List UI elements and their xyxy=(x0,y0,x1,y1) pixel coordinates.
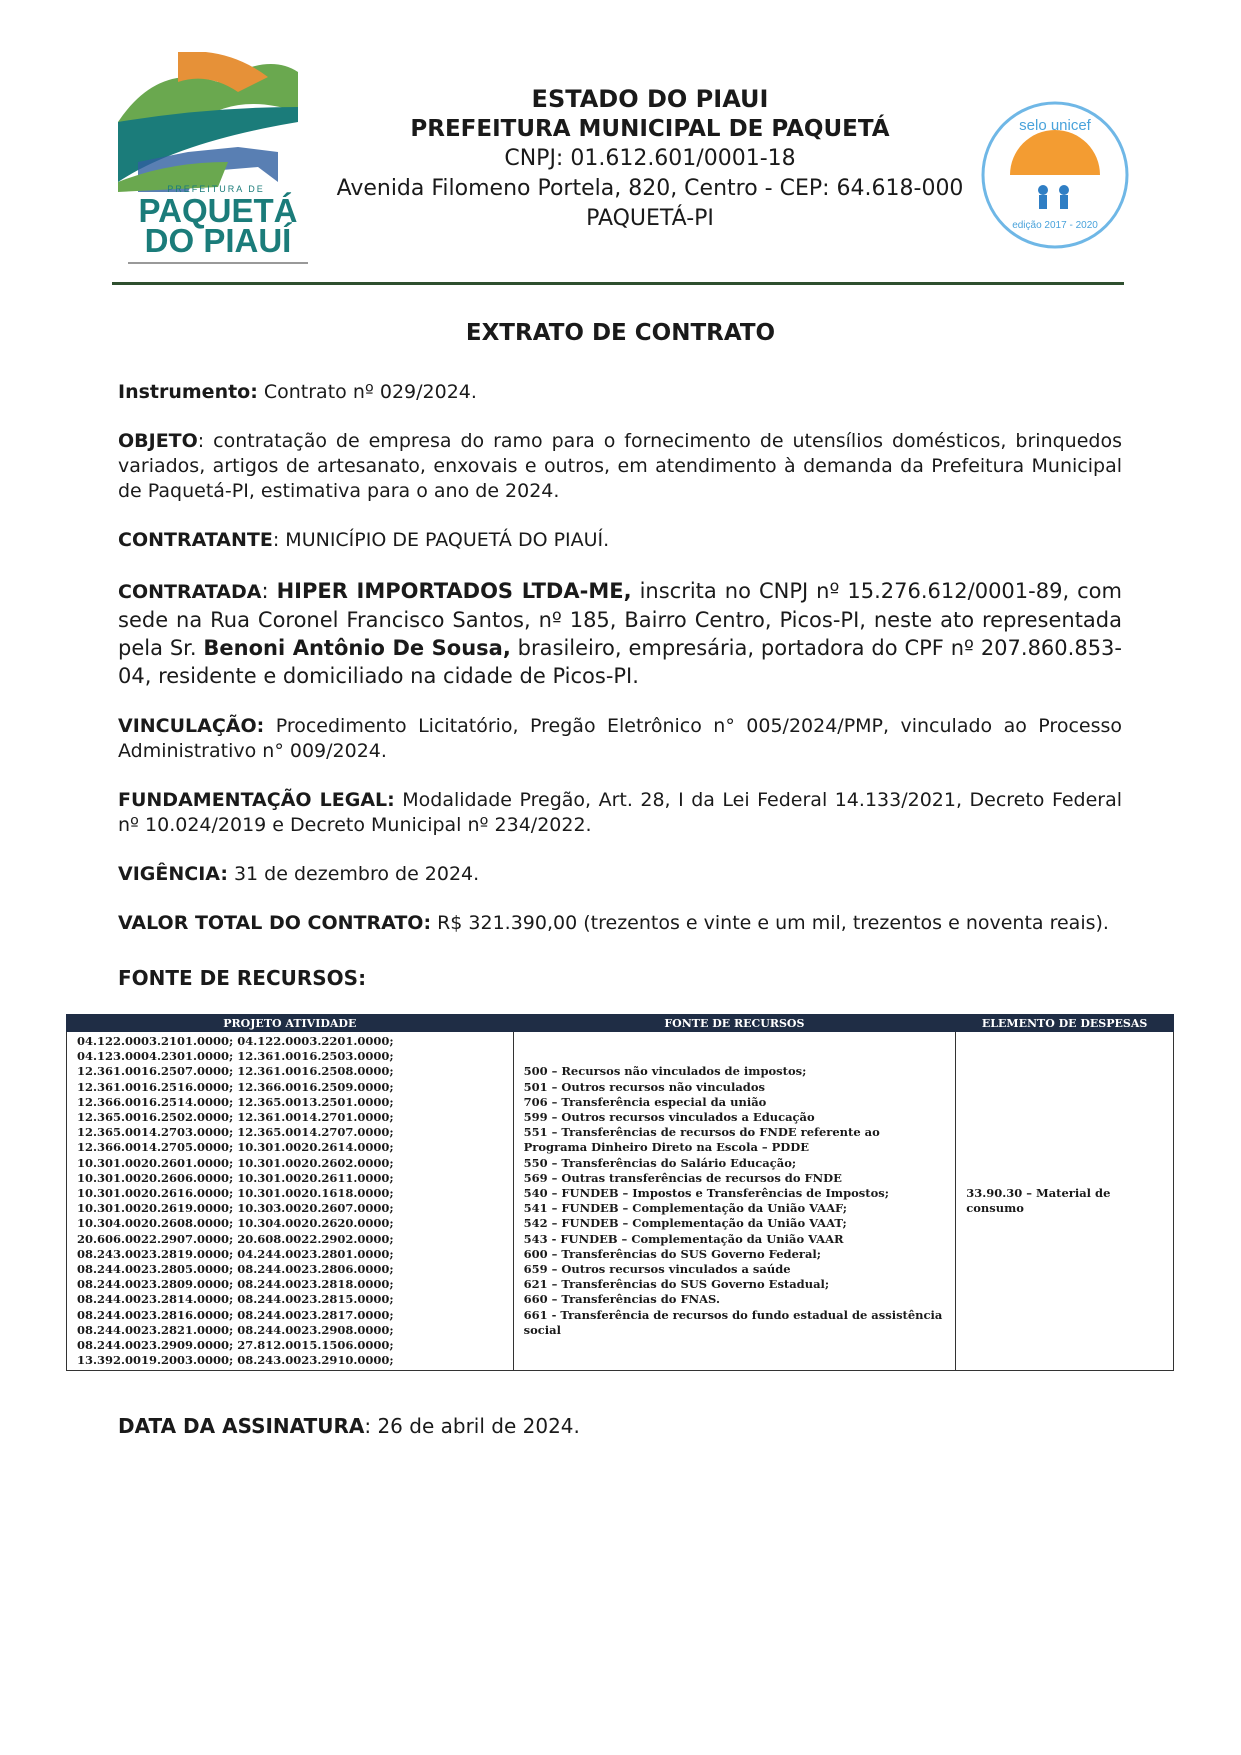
header-projeto: PROJETO ATIVIDADE xyxy=(67,1015,514,1032)
objeto-label: OBJETO xyxy=(118,430,198,452)
header-address: Avenida Filomeno Portela, 820, Centro - CEP: 64.618-000 xyxy=(336,176,964,201)
fonte-line: 600 – Transferências do SUS Governo Federal; xyxy=(523,1246,822,1261)
projeto-line: 08.243.0023.2819.0000; 04.244.0023.2801.0000; xyxy=(77,1246,394,1261)
projeto-line: 08.244.0023.2821.0000; 08.244.0023.2908.0000; xyxy=(77,1322,394,1337)
projeto-line: 04.123.0004.2301.0000; 12.361.0016.2503.0000; xyxy=(77,1049,394,1064)
fundamentacao-paragraph xyxy=(118,788,1122,838)
vinculacao-label: VINCULAÇÃO: xyxy=(118,715,265,737)
resources-table xyxy=(66,1014,1174,1371)
contratante-paragraph xyxy=(118,528,1122,553)
fonte-line: 706 – Transferência especial da união xyxy=(523,1094,767,1109)
contratante-text: : MUNICÍPIO DE PAQUETÁ DO PIAUÍ. xyxy=(272,529,610,551)
projeto-line: 10.301.0020.2601.0000; 10.301.0020.2602.0000; xyxy=(77,1155,394,1170)
municipality-logo xyxy=(118,52,334,276)
vigencia-label: VIGÊNCIA: xyxy=(118,863,228,885)
fundamentacao-label: FUNDAMENTAÇÃO LEGAL: xyxy=(118,789,395,811)
logo-text-top: PREFEITURA DE xyxy=(167,184,265,194)
projeto-line: 12.365.0016.2502.0000; 12.361.0014.2701.0000; xyxy=(77,1110,394,1125)
fonte-line: 659 – Outros recursos vinculados a saúde xyxy=(523,1262,791,1277)
instrumento-text: Contrato nº 029/2024. xyxy=(257,381,477,403)
fonte-line: 540 – FUNDEB – Impostos e Transferências de Impostos; xyxy=(523,1186,889,1201)
projeto-line: 13.392.0019.2003.0000; 08.243.0023.2910.0000; xyxy=(77,1353,394,1368)
contratada-text1: inscrita no CNPJ nº 15.276.612/0001-89, com sede na Rua Coronel Francisco Santos, nº 185, Bairro Centro, Picos-PI, neste ato representada pela Sr. xyxy=(118,579,1122,660)
document-header xyxy=(330,84,970,234)
contratada-label: CONTRATADA xyxy=(118,581,262,603)
contratada-sep: : xyxy=(261,579,277,603)
vigencia-paragraph xyxy=(118,862,1122,887)
projeto-line: 08.244.0023.2805.0000; 08.244.0023.2806.0000; xyxy=(77,1262,394,1277)
projeto-line: 10.304.0020.2608.0000; 10.304.0020.2620.0000; xyxy=(77,1216,394,1231)
data-assinatura xyxy=(118,1414,580,1438)
header-divider xyxy=(112,282,1124,285)
table-row xyxy=(67,1032,1174,1371)
logo-text-main1: PAQUETÁ xyxy=(138,192,298,229)
projeto-line: 12.366.0016.2514.0000; 12.365.0013.2501.0000; xyxy=(77,1094,394,1109)
header-state: ESTADO DO PIAUI xyxy=(531,85,769,113)
table-header-row xyxy=(67,1015,1174,1032)
fonte-line: 543 - FUNDEB – Complementação da União VAAR xyxy=(523,1231,844,1246)
assinatura-text: : 26 de abril de 2024. xyxy=(364,1414,580,1438)
assinatura-label: DATA DA ASSINATURA xyxy=(118,1414,365,1438)
header-city: PAQUETÁ-PI xyxy=(586,206,714,231)
valor-paragraph xyxy=(118,911,1122,936)
fonte-line: 551 – Transferências de recursos do FNDE referente ao Programa Dinheiro Direto na Escola – PDDE xyxy=(523,1125,880,1155)
contratada-representative: Benoni Antônio De Sousa, xyxy=(203,636,511,660)
elemento-cell: 33.90.30 – Material de consumo xyxy=(956,1032,1174,1371)
header-cnpj: CNPJ: 01.612.601/0001-18 xyxy=(504,146,796,171)
fonte-line: 569 – Outras transferências de recursos do FNDE xyxy=(523,1170,842,1185)
vigencia-text: 31 de dezembro de 2024. xyxy=(227,863,480,885)
contratada-text2: brasileiro, empresária, portadora do CPF nº 207.860.853-04, residente e domiciliado na cidade de Picos-PI. xyxy=(118,636,1122,688)
projeto-cell xyxy=(67,1032,514,1371)
instrumento-paragraph xyxy=(118,380,1122,405)
objeto-text: : contratação de empresa do ramo para o fornecimento de utensílios domésticos, brinquedos variados, artigos de artesanato, enxovais e outros, em atendimento à demanda da Prefeitura Municipal de Paquetá-PI, estimativa para o ano de 2024. xyxy=(118,430,1122,502)
projeto-line: 12.365.0014.2703.0000; 12.365.0014.2707.0000; xyxy=(77,1125,394,1140)
vinculacao-paragraph xyxy=(118,714,1122,764)
projeto-line: 08.244.0023.2814.0000; 08.244.0023.2815.0000; xyxy=(77,1292,394,1307)
fonte-line: 621 – Transferências do SUS Governo Estadual; xyxy=(523,1277,830,1292)
fonte-line: 500 – Recursos não vinculados de impostos; xyxy=(523,1064,807,1079)
projeto-line: 04.122.0003.2101.0000; 04.122.0003.2201.0000; xyxy=(77,1034,394,1048)
fonte-line: 550 – Transferências do Salário Educação; xyxy=(523,1155,797,1170)
fonte-line: 660 – Transferências do FNAS. xyxy=(523,1292,720,1307)
fonte-line: 661 - Transferência de recursos do fundo estadual de assistência social xyxy=(523,1307,943,1337)
objeto-paragraph xyxy=(118,429,1122,504)
projeto-line: 08.244.0023.2909.0000; 27.812.0015.1506.0000; xyxy=(77,1338,394,1353)
projeto-line: 08.244.0023.2816.0000; 08.244.0023.2817.0000; xyxy=(77,1307,394,1322)
contratada-paragraph xyxy=(118,577,1122,690)
unicef-seal-logo xyxy=(980,100,1130,250)
document-title: EXTRATO DE CONTRATO xyxy=(465,320,776,346)
projeto-line: 12.361.0016.2516.0000; 12.366.0016.2509.0000; xyxy=(77,1079,394,1094)
seal-text-top: selo unicef xyxy=(1019,117,1091,134)
fonte-line: 501 – Outros recursos não vinculados xyxy=(523,1079,765,1094)
projeto-line: 10.301.0020.2619.0000; 10.303.0020.2607.0000; xyxy=(77,1201,394,1216)
seal-text-bottom: edição 2017 - 2020 xyxy=(1012,220,1098,231)
fonte-line: 599 – Outros recursos vinculados a Educação xyxy=(523,1110,815,1125)
projeto-line: 12.366.0014.2705.0000; 10.301.0020.2614.0000; xyxy=(77,1140,394,1155)
contratante-label: CONTRATANTE xyxy=(118,529,273,551)
header-prefecture: PREFEITURA MUNICIPAL DE PAQUETÁ xyxy=(410,116,890,142)
fonte-line: 542 – FUNDEB – Complementação da União VAAT; xyxy=(523,1216,847,1231)
instrumento-label: Instrumento: xyxy=(118,381,258,403)
fonte-recursos-heading: FONTE DE RECURSOS: xyxy=(118,966,367,990)
header-elemento: ELEMENTO DE DESPESAS xyxy=(956,1015,1174,1032)
projeto-line: 12.361.0016.2507.0000; 12.361.0016.2508.0000; xyxy=(77,1064,394,1079)
contratada-name: HIPER IMPORTADOS LTDA-ME, xyxy=(276,579,632,603)
document-body xyxy=(118,380,1122,960)
valor-label: VALOR TOTAL DO CONTRATO: xyxy=(118,912,432,934)
projeto-line: 10.301.0020.2606.0000; 10.301.0020.2611.0000; xyxy=(77,1170,394,1185)
logo-text-main2: DO PIAUÍ xyxy=(144,222,292,259)
fonte-cell xyxy=(513,1032,956,1371)
vinculacao-text: Procedimento Licitatório, Pregão Eletrônico n° 005/2024/PMP, vinculado ao Processo Administrativo n° 009/2024. xyxy=(118,715,1122,762)
projeto-line: 08.244.0023.2809.0000; 08.244.0023.2818.0000; xyxy=(77,1277,394,1292)
header-fonte: FONTE DE RECURSOS xyxy=(513,1015,956,1032)
fonte-line: 541 – FUNDEB – Complementação da União VAAF; xyxy=(523,1201,848,1216)
valor-text: R$ 321.390,00 (trezentos e vinte e um mil, trezentos e noventa reais). xyxy=(431,912,1109,934)
projeto-line: 10.301.0020.2616.0000; 10.301.0020.1618.0000; xyxy=(77,1186,394,1201)
projeto-line: 20.606.0022.2907.0000; 20.608.0022.2902.0000; xyxy=(77,1231,394,1246)
fundamentacao-text: Modalidade Pregão, Art. 28, I da Lei Federal 14.133/2021, Decreto Federal nº 10.024/2019 e Decreto Municipal nº 234/2022. xyxy=(118,789,1123,836)
